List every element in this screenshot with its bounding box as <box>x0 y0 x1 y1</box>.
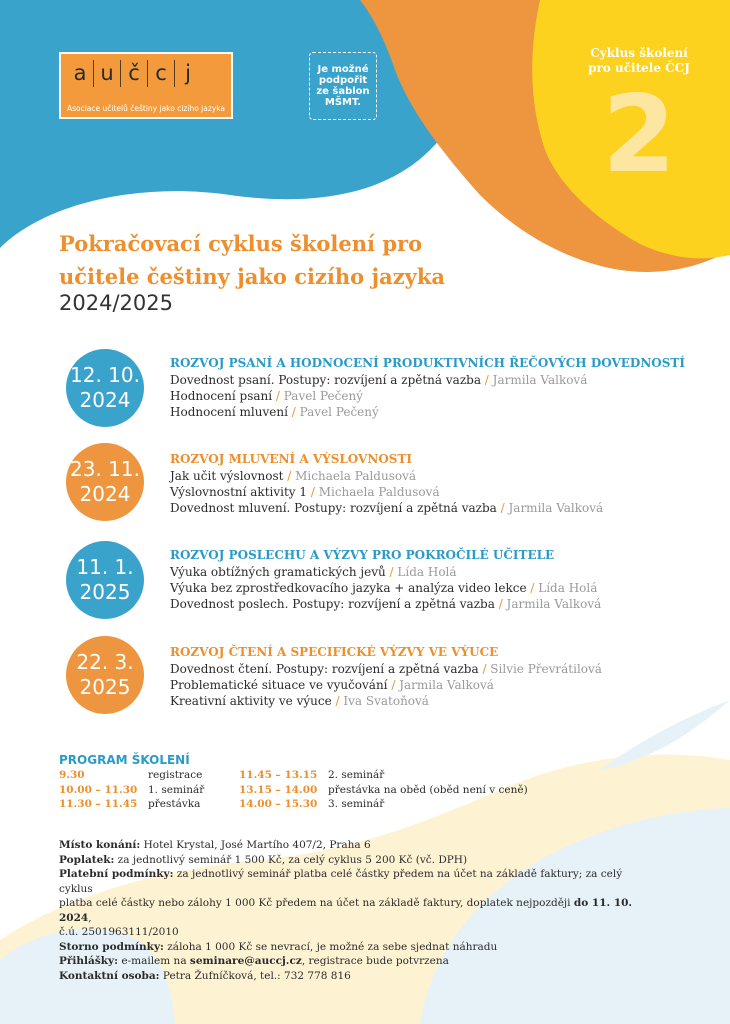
session-title: ROZVOJ MLUVENÍ A VÝSLOVNOSTI <box>170 452 412 466</box>
info-label: Platební podmínky: <box>59 868 174 880</box>
payment-deadline: do 11. 10. 2024 <box>59 897 633 924</box>
title-line: učitele češtiny jako cizího jazyka <box>59 264 445 289</box>
speaker: Jarmila Valková <box>399 678 494 692</box>
session-item: Dovednost poslech. Postupy: rozvíjení a zpětná vazba / Jarmila Valková <box>170 597 602 611</box>
session-title: ROZVOJ PSANÍ A HODNOCENÍ PRODUKTIVNÍCH ŘEČOVÝCH DOVEDNOSTÍ <box>170 356 685 370</box>
session-item: Hodnocení mluvení / Pavel Pečený <box>170 405 379 419</box>
speaker: Jarmila Valková <box>492 373 588 387</box>
info-value: Hotel Krystal, José Martího 407/2, Praha 6 <box>140 839 371 851</box>
info-value: platba celé částky nebo zálohy 1 000 Kč předem na účet na základě faktury, doplatek nejpozději <box>59 897 574 909</box>
session-4 <box>170 644 730 709</box>
session-item: Výslovnostní aktivity 1 / Michaela Paldusová <box>170 485 440 499</box>
info-signup <box>59 954 659 969</box>
program-row <box>59 783 528 798</box>
date-day-month: 23. 11. <box>70 457 140 481</box>
logo-letter: u <box>93 60 120 87</box>
topic: Výslovnostní aktivity 1 <box>170 485 308 499</box>
speaker: Lída Holá <box>538 581 598 595</box>
session-item: Výuka bez zprostředkovacího jazyka + analýza video lekce / Lída Holá <box>170 581 598 595</box>
topic: Výuka obtížných gramatických jevů <box>170 565 386 579</box>
speaker: Michaela Paldusová <box>295 469 417 483</box>
topic: Dovednost poslech. Postupy: rozvíjení a zpětná vazba <box>170 597 495 611</box>
info-value: za jednotlivý seminář platba celé částky předem na účet na základě faktury; za celý cyklus <box>59 868 623 895</box>
msmt-stamp <box>304 47 382 125</box>
topic: Dovednost mluvení. Postupy: rozvíjení a zpětná vazba <box>170 501 497 515</box>
speaker: Lída Holá <box>397 565 457 579</box>
logo-letter: j <box>174 60 201 87</box>
speaker: Silvie Převrátilová <box>490 662 602 676</box>
session-title: ROZVOJ POSLECHU A VÝZVY PRO POKROČILÉ UČITELE <box>170 548 555 562</box>
topic: Problematické situace ve vyučování <box>170 678 388 692</box>
cycle-label-line: pro učitele ČCJ <box>588 61 690 75</box>
cycle-number: 2 <box>602 73 676 196</box>
date-day-month: 22. 3. <box>76 650 134 674</box>
topic: Dovednost čtení. Postupy: rozvíjení a zpětná vazba <box>170 662 479 676</box>
signup-email: seminare@auccj.cz <box>189 955 302 967</box>
stamp-line: podpořit <box>318 75 368 86</box>
date-circle-4 <box>66 636 144 714</box>
info-account: č.ú. 2501963111/2010 <box>59 926 179 938</box>
program-label: 2. seminář <box>328 769 385 781</box>
program-row <box>59 768 528 783</box>
session-item: Jak učit výslovnost / Michaela Paldusová <box>170 469 417 483</box>
program-time: 11.45 – 13.15 <box>239 769 318 781</box>
program-label: 3. seminář <box>328 798 385 810</box>
info-contact <box>59 969 659 984</box>
info-value: Petra Žufníčková, tel.: 732 778 816 <box>159 969 351 982</box>
session-title: ROZVOJ ČTENÍ A SPECIFICKÉ VÝZVY VE VÝUCE <box>170 645 499 659</box>
topic: Jak učit výslovnost <box>170 469 284 483</box>
speaker: Pavel Pečený <box>283 389 363 403</box>
topic: Dovednost psaní. Postupy: rozvíjení a zpětná vazba <box>170 373 481 387</box>
info-payment-cont <box>59 896 659 925</box>
logo-letter: č <box>120 60 147 87</box>
date-year: 2025 <box>79 675 131 699</box>
topic: Kreativní aktivity ve výuce <box>170 694 332 708</box>
auccj-logo <box>59 52 233 119</box>
program-time: 14.00 – 15.30 <box>239 798 318 810</box>
stamp-line: Je možné <box>317 64 369 75</box>
info-label: Storno podmínky: <box>59 940 164 953</box>
title-line: Pokračovací cyklus školení pro <box>59 231 423 256</box>
date-day-month: 11. 1. <box>76 555 134 579</box>
info-payment <box>59 867 659 896</box>
speaker: Jarmila Valková <box>506 597 602 611</box>
info-label: Místo konání: <box>59 839 141 851</box>
topic: Výuka bez zprostředkovacího jazyka + analýza video lekce <box>170 581 527 595</box>
program-row <box>59 797 528 812</box>
info-value: e-mailem na <box>118 955 190 967</box>
program-schedule <box>59 768 528 812</box>
stamp-line: MŠMT. <box>324 97 362 108</box>
info-fee <box>59 853 659 868</box>
info-value: , <box>88 911 92 924</box>
date-circle-1 <box>66 349 144 427</box>
speaker: Pavel Pečený <box>299 405 379 419</box>
stamp-text <box>309 52 377 120</box>
date-circle-3 <box>66 541 144 619</box>
session-item: Dovednost mluvení. Postupy: rozvíjení a zpětná vazba / Jarmila Valková <box>170 501 604 515</box>
program-time: 13.15 – 14.00 <box>239 783 318 796</box>
date-year: 2025 <box>79 580 131 604</box>
session-item: Hodnocení psaní / Pavel Pečený <box>170 389 363 403</box>
program-label: 1. seminář <box>148 783 205 796</box>
speaker: Jarmila Valková <box>508 501 604 515</box>
info-venue <box>59 838 659 853</box>
info-value: záloha 1 000 Kč se nevrací, je možné za sebe sjednat náhradu <box>163 940 498 953</box>
program-time: 10.00 – 11.30 <box>59 783 138 796</box>
session-item: Dovednost psaní. Postupy: rozvíjení a zpětná vazba / Jarmila Valková <box>170 373 588 387</box>
logo-subtitle: Asociace učitelů češtiny jako cizího jazyka <box>66 104 226 113</box>
program-time: 9.30 <box>59 769 85 781</box>
page-title <box>59 227 619 293</box>
school-year: 2024/2025 <box>59 291 173 315</box>
logo-letter: c <box>147 60 174 87</box>
date-circle-2 <box>66 443 144 521</box>
program-time: 11.30 – 11.45 <box>59 798 138 810</box>
date-year: 2024 <box>79 388 131 412</box>
info-label: Kontaktní osoba: <box>59 969 160 982</box>
program-label: přestávka <box>148 798 201 810</box>
logo-letters <box>67 60 201 89</box>
topic: Hodnocení mluvení <box>170 405 288 419</box>
session-2 <box>170 451 730 516</box>
session-item: Kreativní aktivity ve výuce / Iva Svatoňová <box>170 694 429 708</box>
logo-letter: a <box>73 61 87 85</box>
info-value: , registrace bude potvrzena <box>301 955 449 967</box>
program-label: registrace <box>148 769 203 781</box>
date-year: 2024 <box>79 482 131 506</box>
cycle-label-line: Cyklus školení <box>590 46 688 60</box>
practical-info <box>59 838 659 983</box>
speaker: Michaela Paldusová <box>318 485 440 499</box>
session-item: Dovednost čtení. Postupy: rozvíjení a zpětná vazba / Silvie Převrátilová <box>170 662 602 676</box>
date-day-month: 12. 10. <box>70 363 140 387</box>
speaker: Iva Svatoňová <box>343 694 429 708</box>
session-1 <box>170 355 730 420</box>
info-label: Přihlášky: <box>59 955 119 967</box>
topic: Hodnocení psaní <box>170 389 273 403</box>
session-3 <box>170 547 730 612</box>
program-label: přestávka na oběd (oběd není v ceně) <box>328 783 528 796</box>
session-item: Problematické situace ve vyučování / Jarmila Valková <box>170 678 494 692</box>
info-value: za jednotlivý seminář 1 500 Kč, za celý cyklus 5 200 Kč (vč. DPH) <box>114 853 468 866</box>
info-storno <box>59 940 659 955</box>
session-item: Výuka obtížných gramatických jevů / Lída Holá <box>170 565 457 579</box>
program-title: PROGRAM ŠKOLENÍ <box>59 753 190 767</box>
stamp-line: ze šablon <box>316 86 370 97</box>
info-label: Poplatek: <box>59 853 115 866</box>
